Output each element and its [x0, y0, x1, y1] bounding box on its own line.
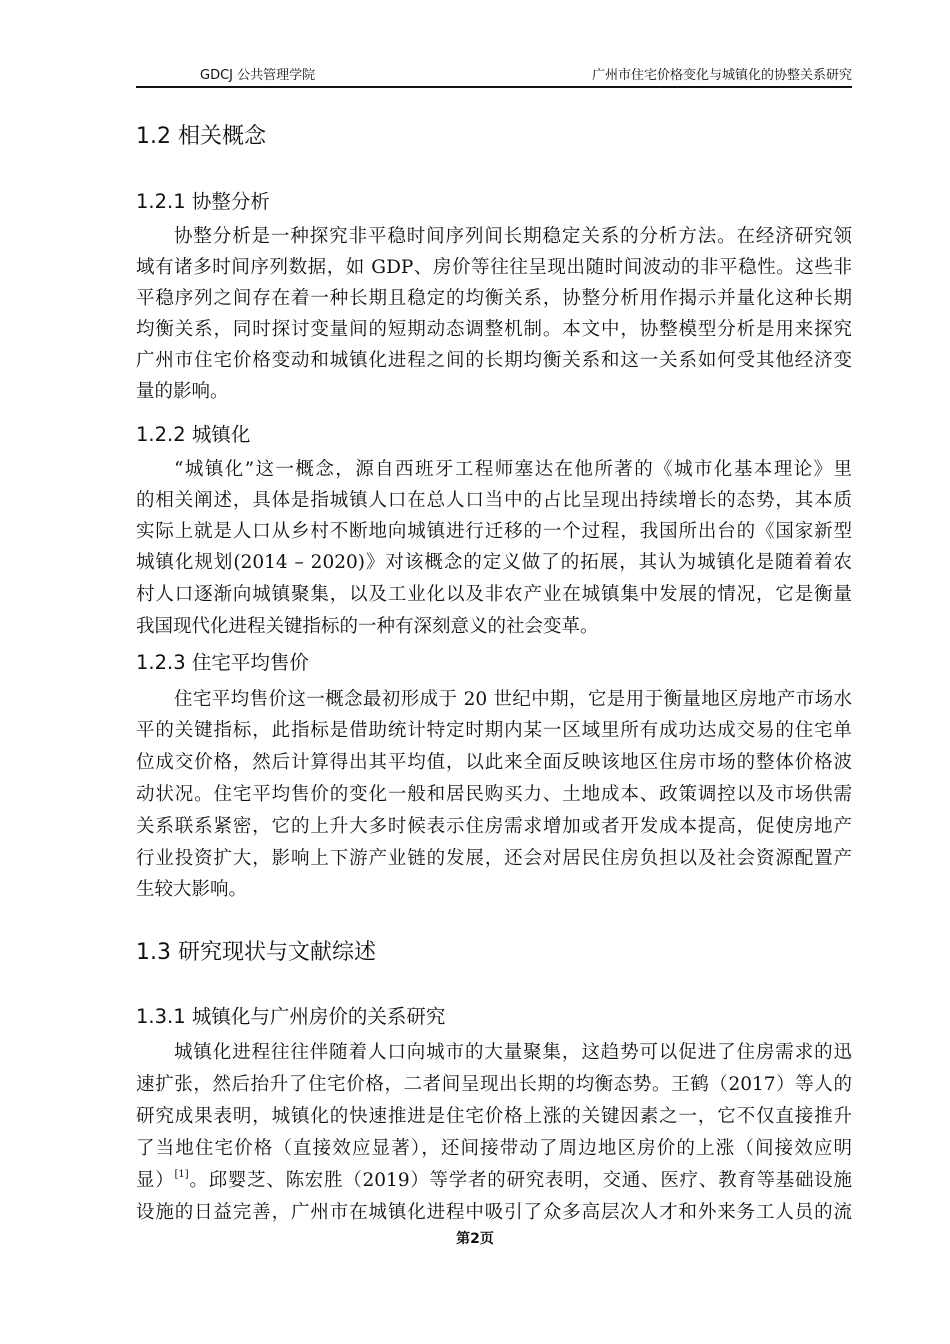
text-segment: 显）: [136, 1170, 175, 1191]
paragraph-line: 广州市住宅价格变动和城镇化进程之间的长期均衡关系和这一关系如何受其他经济变: [136, 350, 852, 371]
header-right: 广州市住宅价格变化与城镇化的协整关系研究: [591, 68, 852, 83]
paragraph-line: 行业投资扩大，影响上下游产业链的发展，还会对居民住房负担以及社会资源配置产: [136, 848, 852, 869]
paragraph-line: “城镇化”这一概念，源自西班牙工程师塞达在他所著的《城市化基本理论》里: [174, 459, 852, 480]
paragraph-line: 城镇化进程往往伴随着人口向城市的大量聚集，这趋势可以促进了住房需求的迅: [174, 1042, 852, 1063]
paragraph-line: 研究成果表明，城镇化的快速推进是住宅价格上涨的关键因素之一，它不仅直接推升: [136, 1106, 852, 1127]
paragraph-line: 量的影响。: [136, 381, 229, 402]
paragraph-line: 域有诸多时间序列数据，如 GDP、房价等往往呈现出随时间波动的非平稳性。这些非: [136, 257, 852, 278]
paragraph-line: 生较大影响。: [136, 879, 248, 900]
citation-ref[interactable]: [1]: [174, 1169, 189, 1180]
paragraph-line: 关系联系紧密，它的上升大多时候表示住房需求增加或者开发成本提高，促使房地产: [136, 816, 852, 837]
paragraph-line: 平稳序列之间存在着一种长期且稳定的均衡关系，协整分析用作揭示并量化这种长期: [136, 288, 852, 309]
subsection-heading: 1.3.1 城镇化与广州房价的关系研究: [136, 1005, 446, 1028]
paragraph-line: [136, 1166, 852, 1196]
paragraph-line: 村人口逐渐向城镇聚集，以及工业化以及非农产业在城镇集中发展的情况，它是衡量: [136, 584, 852, 605]
header-rule: [136, 86, 852, 88]
paragraph-line: 位成交价格，然后计算得出其平均值，以此来全面反映该地区住房市场的整体价格波: [136, 752, 852, 773]
paragraph-line: 的相关阐述，具体是指城镇人口在总人口当中的占比呈现出持续增长的态势，其本质: [136, 490, 852, 511]
subsection-heading: 1.2.3 住宅平均售价: [136, 651, 309, 674]
paragraph-line: 实际上就是人口从乡村不断地向城镇进行迁移的一个过程，我国所出台的《国家新型: [136, 521, 852, 542]
subsection-heading: 1.2.1 协整分析: [136, 190, 270, 213]
paragraph-line: 设施的日益完善，广州市在城镇化进程中吸引了众多高层次人才和外来务工人员的流: [136, 1202, 852, 1223]
paragraph-line: 了当地住宅价格（直接效应显著），还间接带动了周边地区房价的上涨（间接效应明: [136, 1138, 852, 1159]
section-heading: 1.3 研究现状与文献综述: [136, 940, 376, 965]
text-segment: 。邱婴芝、陈宏胜（2019）等学者的研究表明，交通、医疗、教育等基础设施: [188, 1170, 852, 1191]
subsection-heading: 1.2.2 城镇化: [136, 423, 251, 446]
paragraph-line: 城镇化规划(2014 – 2020)》对该概念的定义做了的拓展，其认为城镇化是随着着农: [136, 552, 852, 573]
paragraph-line: 我国现代化进程关键指标的一种有深刻意义的社会变革。: [136, 616, 599, 637]
paragraph-line: 协整分析是一种探究非平稳时间序列间长期稳定关系的分析方法。在经济研究领: [174, 226, 852, 247]
header-left: GDCJ 公共管理学院: [200, 68, 316, 83]
paragraph-line: 均衡关系，同时探讨变量间的短期动态调整机制。本文中，协整模型分析是用来探究: [136, 319, 852, 340]
paragraph-line: 动状况。住宅平均售价的变化一般和居民购买力、土地成本、政策调控以及市场供需: [136, 784, 852, 805]
paragraph-line: 住宅平均售价这一概念最初形成于 20 世纪中期，它是用于衡量地区房地产市场水: [174, 689, 852, 710]
page-number: 第2页: [456, 1231, 494, 1247]
section-heading: 1.2 相关概念: [136, 124, 266, 149]
paragraph-line: 平的关键指标，此指标是借助统计特定时期内某一区域里所有成功达成交易的住宅单: [136, 720, 852, 741]
paragraph-line: 速扩张，然后抬升了住宅价格，二者间呈现出长期的均衡态势。王鹤（2017）等人的: [136, 1074, 852, 1095]
